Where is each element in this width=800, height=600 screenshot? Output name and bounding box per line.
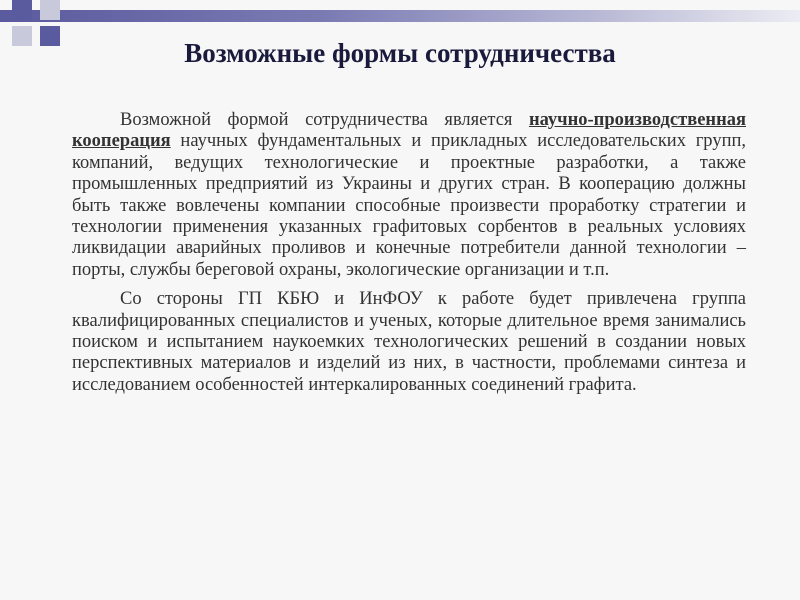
paragraph-1-emphasis: научно-производственная кооперация (72, 110, 746, 152)
paragraph-2: Со стороны ГП КБЮ и ИнФОУ к работе будет привлечена группа квалифицированных специалистов и ученых, которые длительное время занимались поиском и испытанием наукоемких технологических решений в создании новых перспективных материалов и изделий из них, в частности, проблемами синтеза и исследованием особенностей интеркалированных соединений графита. (72, 289, 746, 395)
paragraph-1-start: Возможной формой сотрудничества является (120, 110, 529, 130)
slide-title: Возможные формы сотрудничества (184, 38, 616, 68)
decor-square (12, 0, 32, 20)
header-gradient-bar (0, 10, 800, 22)
slide-body (72, 110, 746, 404)
paragraph-1-end: научных фундаментальных и прикладных исследовательских групп, компаний, ведущих технологические и проектные разработки, а также промышленных предприятий из Украины и других стран. В кооперацию должны быть также вовлечены компании способные произвести проработку стратегии и технологии применения указанных графитовых сорбентов в реальных условиях ликвидации аварийных проливов и конечные потребители данной технологии – порты, службы береговой охраны, экологические организации и т.п. (72, 131, 746, 280)
paragraph-1 (72, 110, 746, 281)
decor-square (40, 0, 60, 20)
